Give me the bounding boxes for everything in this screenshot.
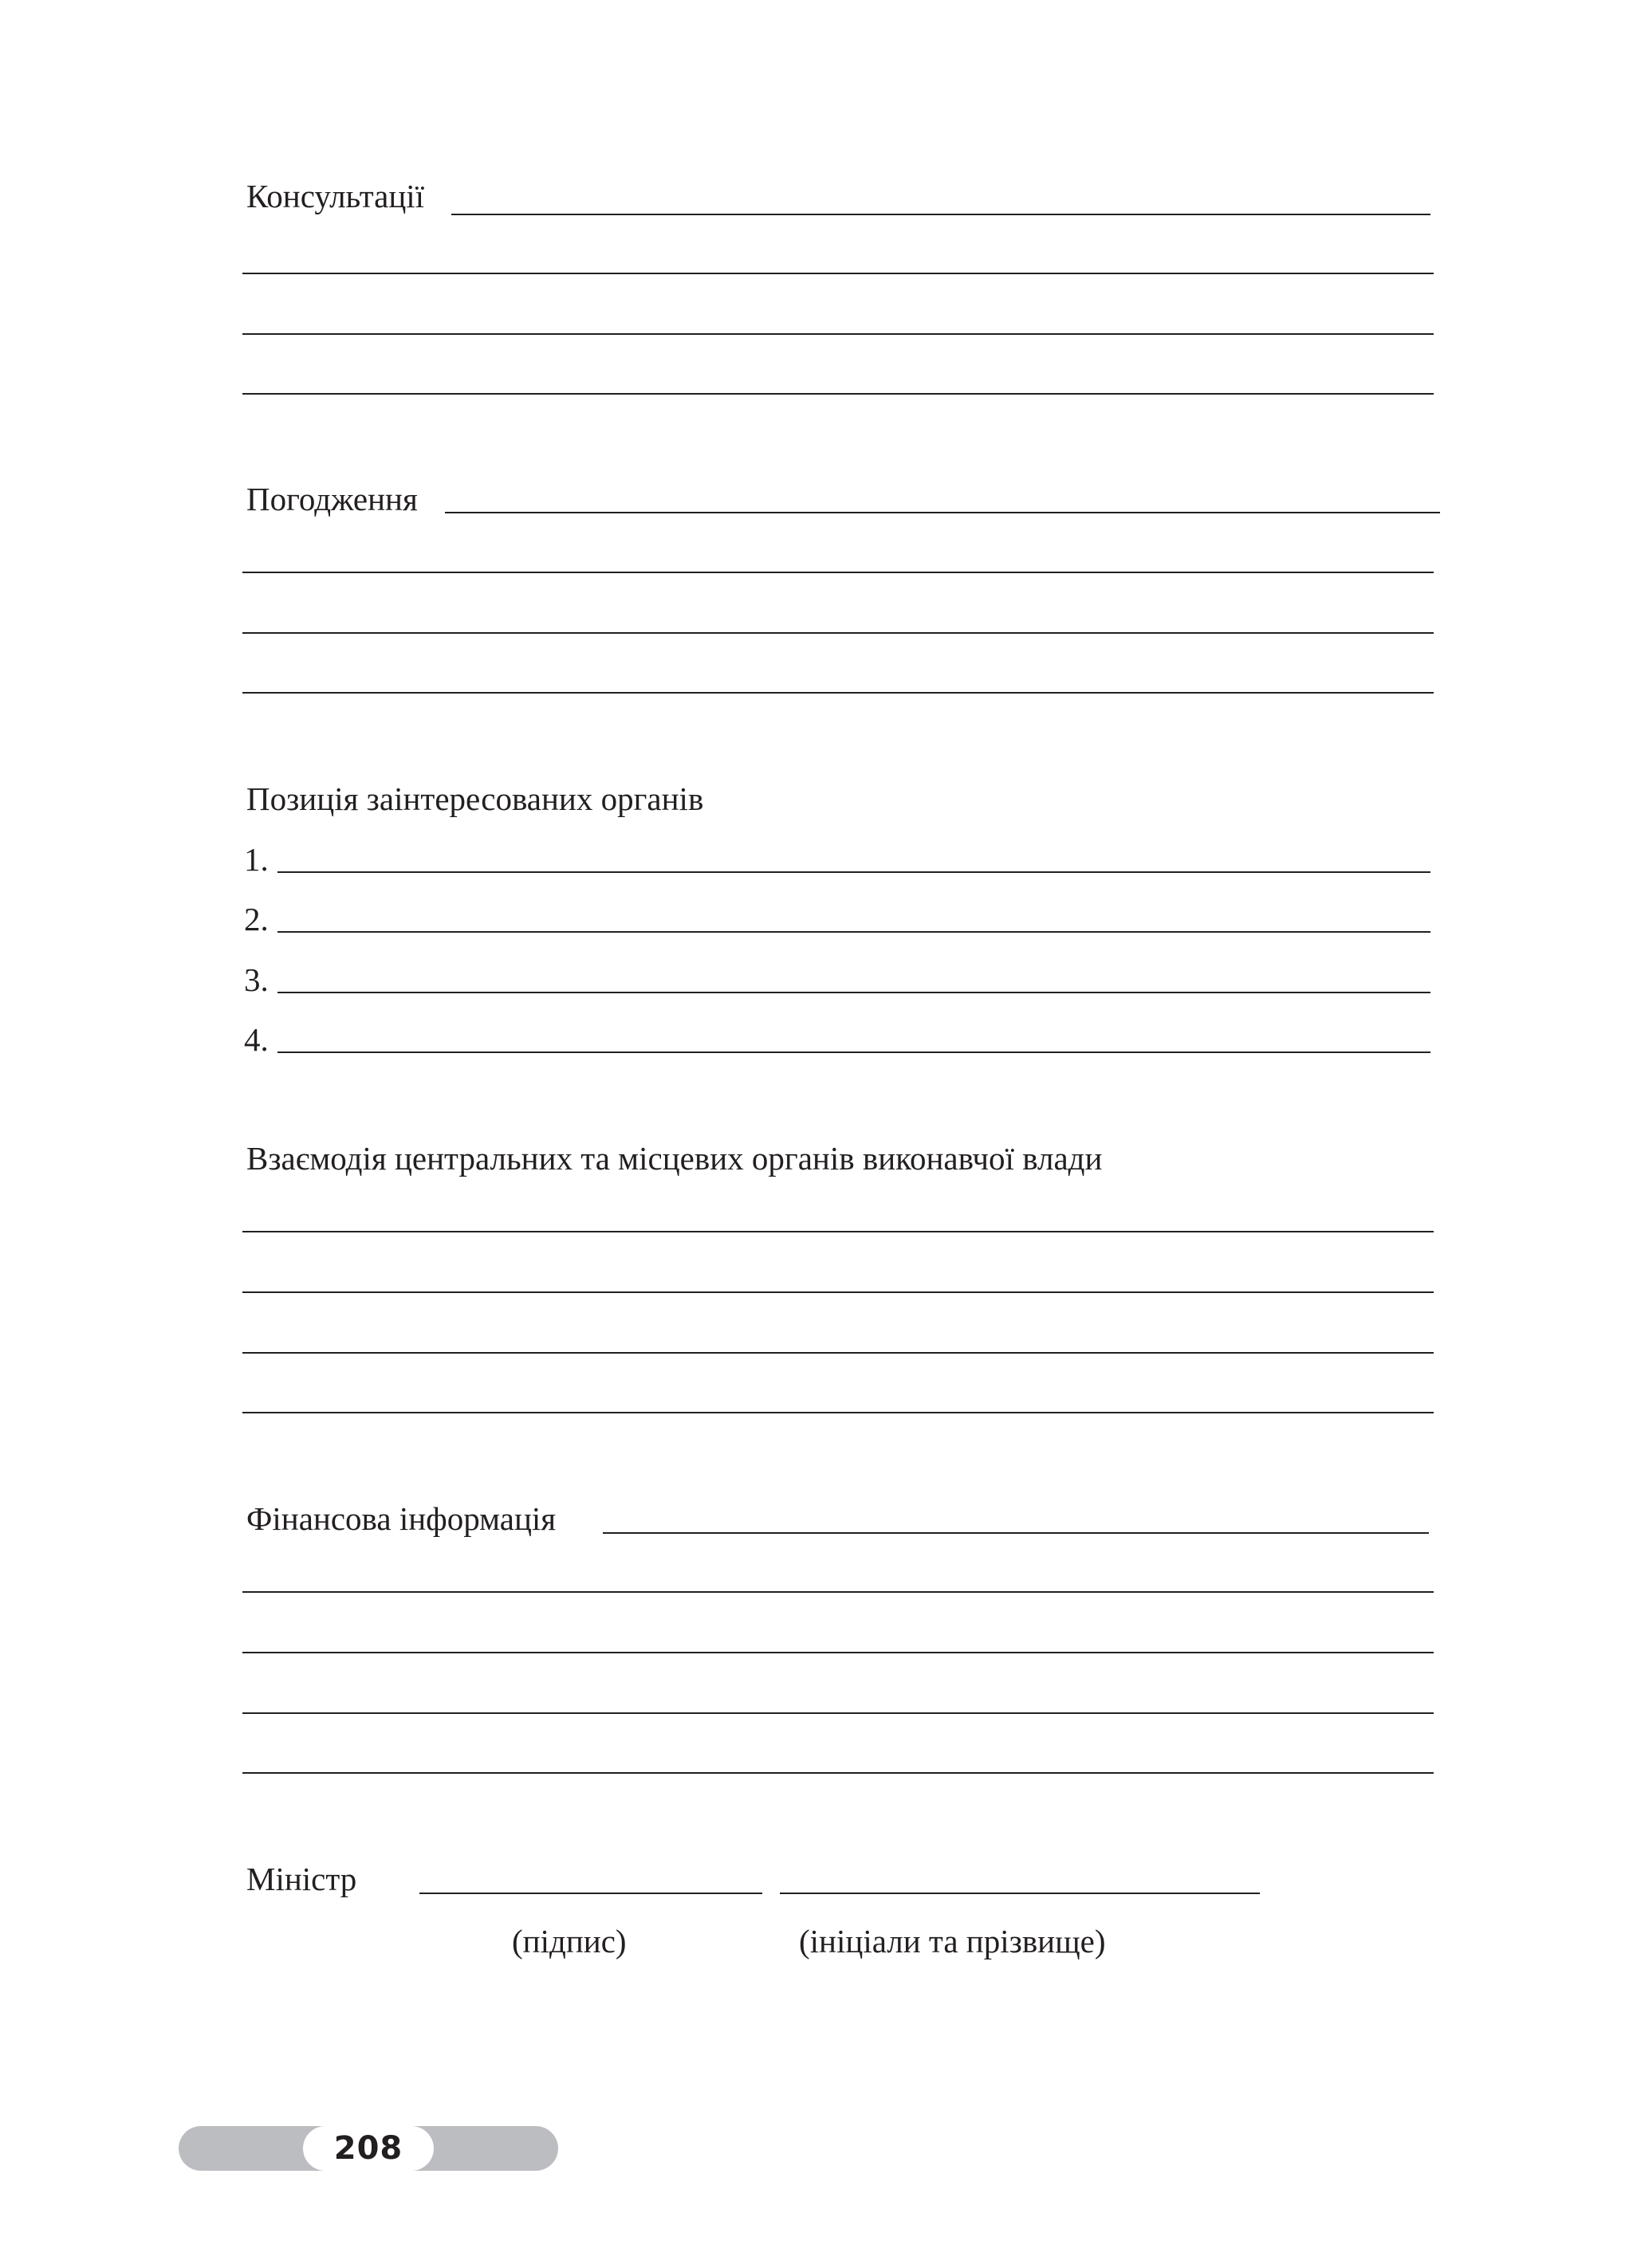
fill-line[interactable]	[445, 512, 1440, 513]
fill-line[interactable]	[242, 632, 1434, 634]
fill-line[interactable]	[451, 214, 1430, 215]
fill-line[interactable]	[242, 692, 1434, 694]
fill-line[interactable]	[242, 572, 1434, 573]
signature-caption: (підпис)	[512, 1923, 627, 1959]
fill-line[interactable]	[242, 1291, 1434, 1293]
fill-line[interactable]	[277, 931, 1430, 933]
fill-line[interactable]	[242, 393, 1434, 395]
signature-line[interactable]	[419, 1893, 762, 1894]
fill-line[interactable]	[242, 1412, 1434, 1413]
fill-line[interactable]	[277, 992, 1430, 993]
fill-line[interactable]	[242, 273, 1434, 274]
fill-line[interactable]	[277, 871, 1430, 873]
fill-line[interactable]	[242, 1772, 1434, 1774]
section-label-approval: Погодження	[246, 481, 418, 517]
fill-line[interactable]	[242, 333, 1434, 335]
list-item-number: 3.	[244, 961, 269, 998]
list-item-number: 4.	[244, 1021, 269, 1058]
list-item-number: 2.	[244, 901, 269, 937]
minister-label: Міністр	[246, 1861, 357, 1897]
section-label-consultations: Консультації	[246, 178, 425, 214]
name-line[interactable]	[780, 1893, 1260, 1894]
list-item-number: 1.	[244, 841, 269, 878]
fill-line[interactable]	[242, 1652, 1434, 1653]
fill-line[interactable]	[603, 1532, 1429, 1534]
name-caption: (ініціали та прізвище)	[799, 1923, 1106, 1959]
fill-line[interactable]	[242, 1352, 1434, 1354]
section-label-financial: Фінансова інформація	[246, 1500, 557, 1537]
section-label-interaction: Взаємодія центральних та місцевих органів виконавчої влади	[246, 1140, 1103, 1177]
section-label-stakeholders: Позиція заінтересованих органів	[246, 780, 704, 817]
page-number: 208	[303, 2126, 434, 2171]
fill-line[interactable]	[277, 1051, 1430, 1053]
fill-line[interactable]	[242, 1231, 1434, 1232]
fill-line[interactable]	[242, 1712, 1434, 1714]
fill-line[interactable]	[242, 1591, 1434, 1593]
